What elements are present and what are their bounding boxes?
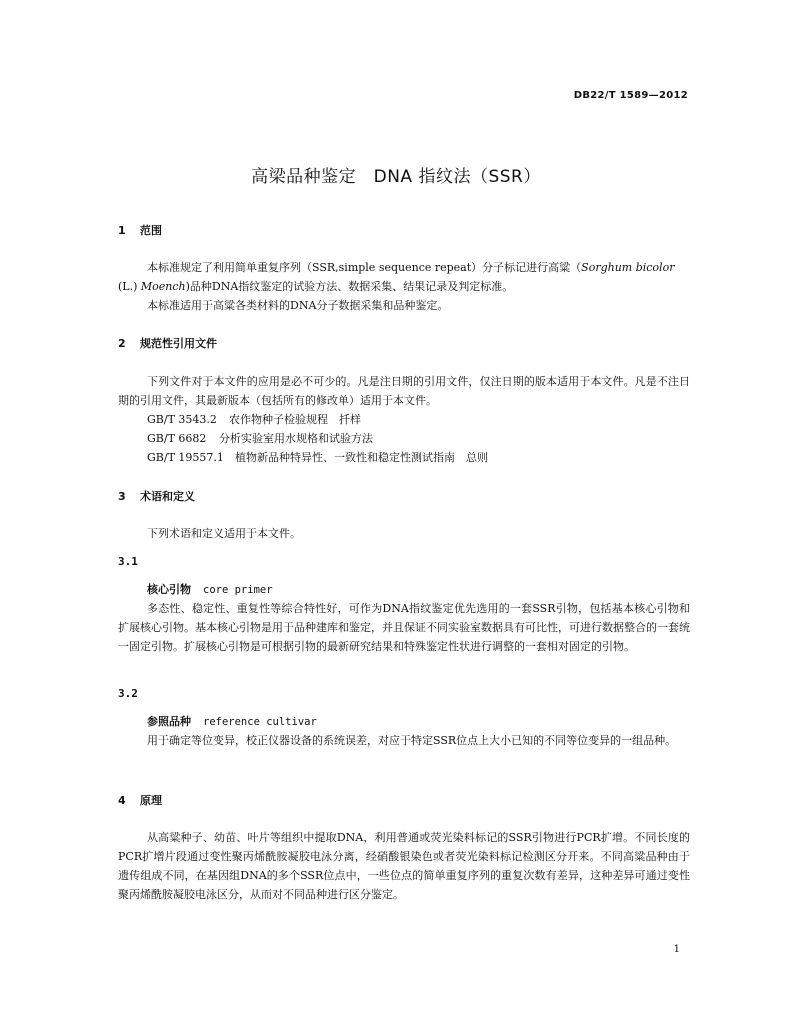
section-number: 4 [118,794,126,807]
reference-item [147,410,488,429]
section-4-body [118,828,690,904]
section-3-heading [118,488,195,504]
reference-item [147,448,488,467]
section-3-intro [118,524,690,543]
terms-intro: 下列术语和定义适用于本文件。 [147,527,301,540]
term-definition: 用于确定等位变异，校正仪器设备的系统误差，对应于特定SSR位点上大小已知的不同等位变异的一组品种。 [147,734,677,747]
term-zh: 参照品种 [147,715,191,728]
normative-paragraph: 下列文件对于本文件的应用是必不可少的。凡是注日期的引用文件，仅注日期的版本适用于本文件。凡是不注日期的引用文件，其最新版本（包括所有的修改单）适用于本文件。 [118,375,690,407]
section-1-body [118,258,690,315]
principle-paragraph: 从高粱种子、幼苗、叶片等组织中提取DNA，利用普通或荧光染料标记的SSR引物进行PCR扩增。不同长度的PCR扩增片段通过变性聚丙烯酰胺凝胶电泳分离，经硝酸银染色或者荧光染料标记检测区分开来。不同高粱品种由于遗传组成不同，在基因组DNA的多个SSR位点中，一些位点的简单重复序列的重复次数有差异，这种差异可通过变性聚丙烯酰胺凝胶电泳区分，从而对不同品种进行区分鉴定。 [118,831,690,901]
reference-name: 分析实验室用水规格和试验方法 [219,432,373,445]
scope-text-c: )品种DNA指纹鉴定的试验方法、数据采集、结果记录及判定标准。 [185,280,514,293]
reference-code: GB/T 19557.1 [147,451,224,464]
term-reference-cultivar-definition [118,731,690,750]
document-code: DB22/T 1589—2012 [573,90,688,101]
scope-paragraph-2: 本标准适用于高粱各类材料的DNA分子数据采集和品种鉴定。 [147,299,449,312]
section-number: 3 [118,490,126,503]
term-reference-cultivar [147,713,317,729]
page-number: 1 [673,944,680,955]
page-title: 高梁品种鉴定 DNA 指纹法（SSR） [251,167,541,187]
section-2-body [118,372,690,410]
section-title: 术语和定义 [140,490,195,503]
scope-paragraph [118,258,690,296]
section-number: 2 [118,337,126,350]
section-1-heading [118,222,162,238]
reference-name: 农作物种子检验规程 扦样 [229,413,361,426]
term-core-primer [147,581,273,597]
term-definition: 多态性、稳定性、重复性等综合特性好，可作为DNA指纹鉴定优先选用的一套SSR引物，包括基本核心引物和扩展核心引物。基本核心引物是用于品种建库和鉴定，并且保证不同实验室数据具有可比性，可进行数据整合的一套统一固定引物。扩展核心引物是可根据引物的最新研究结果和特殊鉴定性状进行调整的一套相对固定的引物。 [118,602,690,653]
term-number: 3.2 [118,687,138,700]
reference-name: 植物新品种特异性、一致性和稳定性测试指南 总则 [235,451,488,464]
section-title: 范围 [140,224,162,237]
reference-code: GB/T 3543.2 [147,413,217,426]
reference-list [147,410,488,467]
scope-text-a: 本标准规定了利用简单重复序列（SSR,simple sequence repeat）分子标记进行高粱（ [147,261,582,274]
section-title: 原理 [140,794,162,807]
section-title: 规范性引用文件 [140,337,217,350]
scope-text-b: (L.) [118,280,141,293]
term-number: 3.1 [118,555,138,568]
term-en: core primer [203,584,273,596]
species-name: Sorghum bicolor [581,261,675,274]
section-number: 1 [118,224,126,237]
reference-code: GB/T 6682 [147,432,207,445]
term-en: reference cultivar [203,716,317,728]
reference-item [147,429,488,448]
section-4-heading [118,792,162,808]
term-zh: 核心引物 [147,583,191,596]
species-author: Moench [140,280,186,293]
term-core-primer-definition [118,599,690,656]
section-2-heading [118,335,217,351]
